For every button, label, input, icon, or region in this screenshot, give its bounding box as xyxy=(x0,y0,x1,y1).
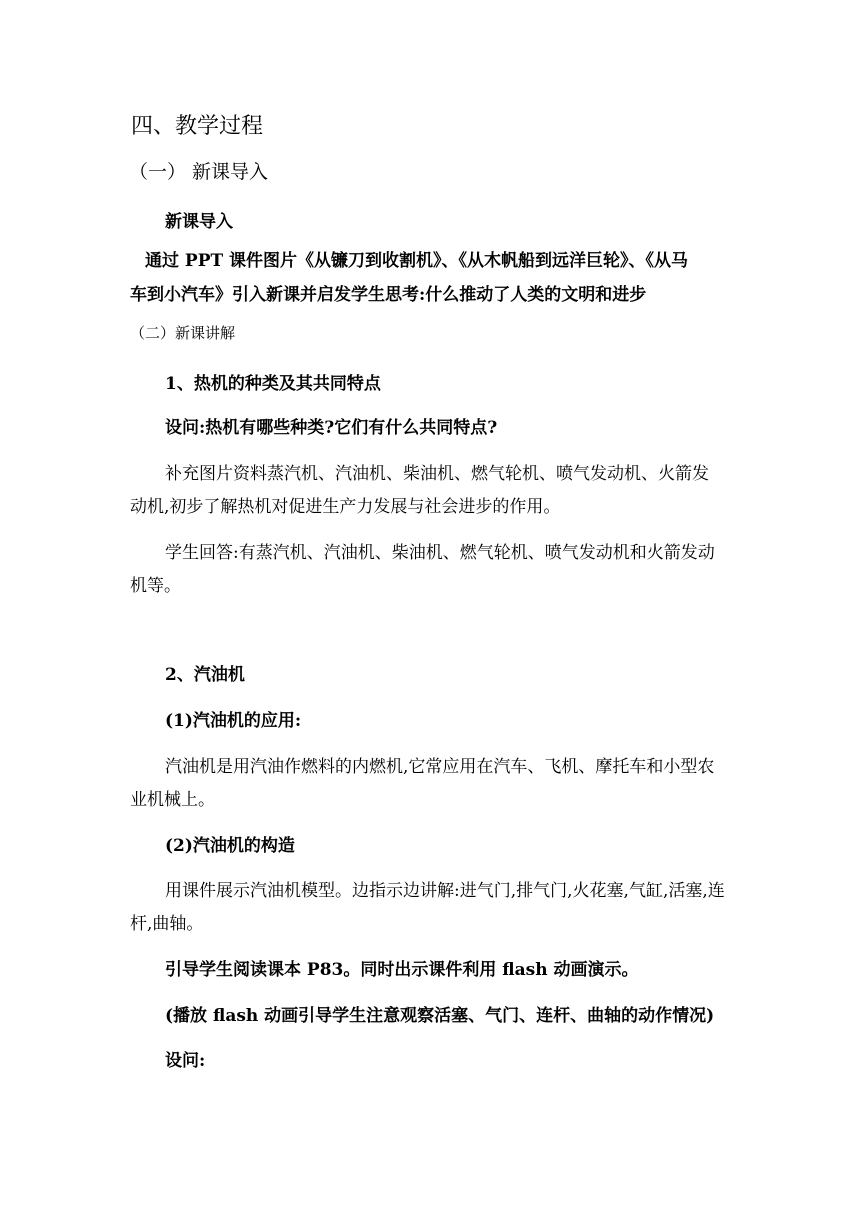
item2-question: 设问: xyxy=(165,1051,206,1071)
item2-structure-line-2: 杆,曲轴。 xyxy=(130,914,204,934)
item2-reading-guide: 引导学生阅读课本 P83。同时出示课件利用 flash 动画演示。 xyxy=(165,960,639,980)
item2-subheading-2: (2)汽油机的构造 xyxy=(165,836,295,856)
intro-line-2: 车到小汽车》引入新课并启发学生思考:什么推动了人类的文明和进步 xyxy=(130,285,647,305)
item1-question: 设问:热机有哪些种类?它们有什么共同特点? xyxy=(165,418,498,438)
item2-subheading-1: (1)汽油机的应用: xyxy=(165,711,302,731)
item2-flash-note: (播放 flash 动画引导学生注意观察活塞、气门、连杆、曲轴的动作情况) xyxy=(165,1006,715,1026)
item2-structure-line-1: 用课件展示汽油机模型。边指示边讲解:进气门,排气门,火花塞,气缸,活塞,连 xyxy=(165,881,725,901)
item1-answer-line-1: 学生回答:有蒸汽机、汽油机、柴油机、燃气轮机、喷气发动机和火箭发动 xyxy=(165,543,715,563)
item2-application-line-1: 汽油机是用汽油作燃料的内燃机,它常应用在汽车、飞机、摩托车和小型农 xyxy=(165,757,715,777)
intro-label: 新课导入 xyxy=(165,212,233,232)
item1-answer-line-2: 机等。 xyxy=(130,576,181,596)
heading-main: 四、教学过程 xyxy=(131,114,264,139)
heading-section-2: （二）新课讲解 xyxy=(130,324,236,342)
item1-supplement-line-2: 动机,初步了解热机对促进生产力发展与社会进步的作用。 xyxy=(130,497,561,517)
item1-title: 1、热机的种类及其共同特点 xyxy=(165,374,381,394)
intro-line-1: 通过 PPT 课件图片《从镰刀到收割机》、《从木帆船到远洋巨轮》、《从马 xyxy=(145,251,689,271)
item1-supplement-line-1: 补充图片资料蒸汽机、汽油机、柴油机、燃气轮机、喷气发动机、火箭发 xyxy=(165,464,709,484)
item2-title: 2、汽油机 xyxy=(165,665,245,685)
item2-application-line-2: 业机械上。 xyxy=(130,790,215,810)
heading-section-1: （一） 新课导入 xyxy=(129,161,269,183)
